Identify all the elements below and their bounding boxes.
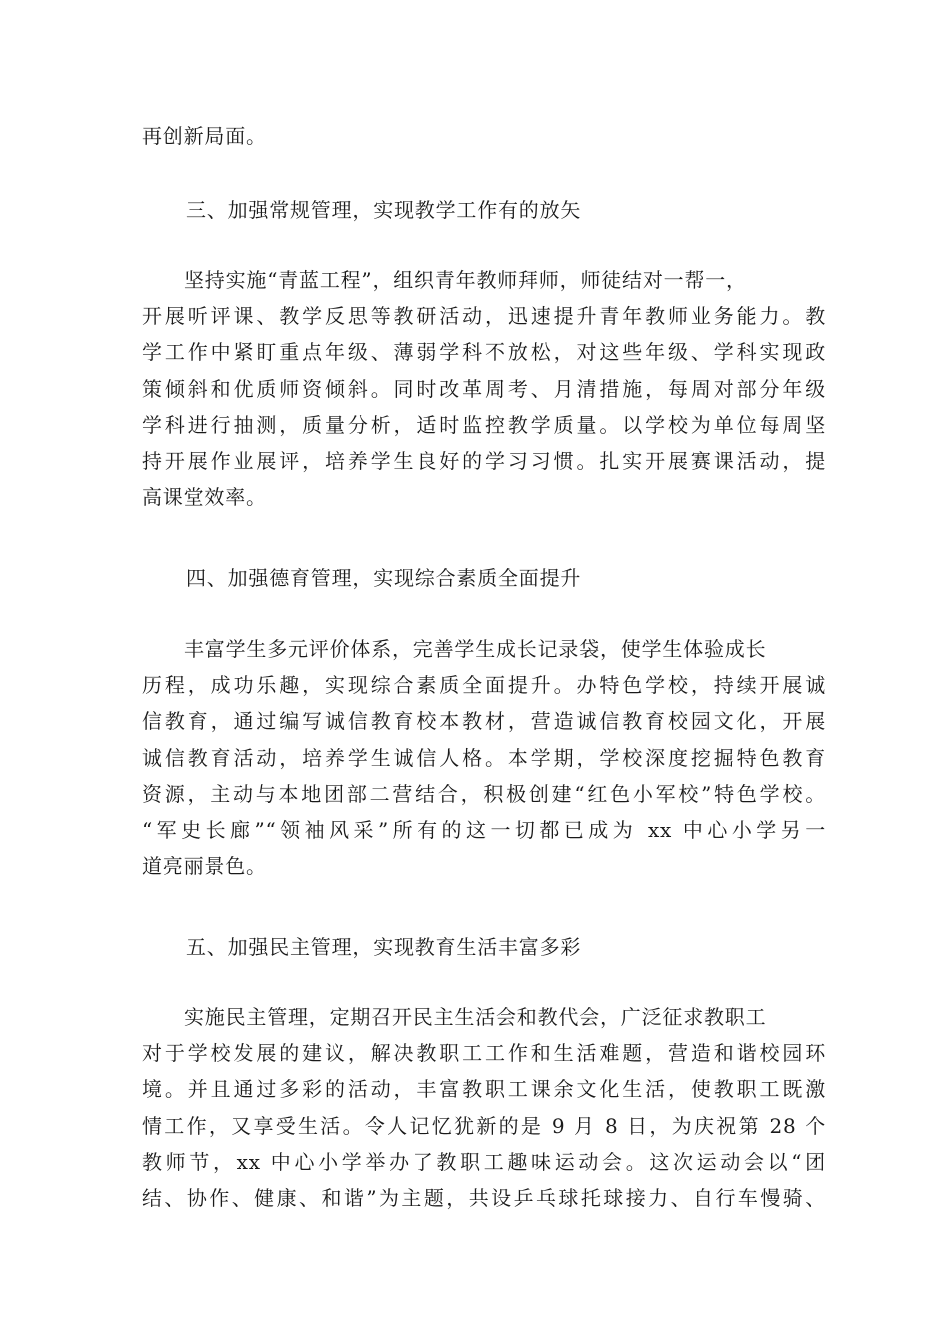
text-line: 对于学校发展的建议，解决教职工工作和生活难题，营造和谐校园环: [142, 1041, 826, 1066]
text-line: 学工作中紧盯重点年级、薄弱学科不放松，对这些年级、学科实现政: [142, 340, 826, 365]
text-line: 诚信教育活动，培养学生诚信人格。本学期，学校深度挖掘特色教育: [142, 745, 826, 770]
paragraph-continuation: [142, 118, 826, 154]
text-line: “军史长廊”“领袖风采”所有的这一切都已成为 xx 中心小学另一: [142, 818, 826, 843]
text-line: 信教育，通过编写诚信教育校本教材，营造诚信教育校园文化，开展: [142, 709, 826, 734]
text-line: 境。并且通过多彩的活动，丰富教职工课余文化生活，使教职工既激: [142, 1077, 826, 1102]
text-line: 坚持实施“青蓝工程”，组织青年教师拜师，师徒结对一帮一，: [184, 268, 747, 292]
text-line: 高课堂效率。: [142, 485, 267, 510]
text-line: 再创新局面。: [142, 124, 267, 148]
text-line: 道亮丽景色。: [142, 854, 267, 879]
text-line: 丰富学生多元评价体系，完善学生成长记录袋，使学生体验成长: [184, 637, 767, 661]
section-heading-4: 四、加强德育管理，实现综合素质全面提升: [186, 566, 582, 590]
text-line: 教师节，xx 中心小学举办了教职工趣味运动会。这次运动会以“团: [142, 1149, 826, 1174]
text-line: 情工作，又享受生活。令人记忆犹新的是 9 月 8 日，为庆祝第 28 个: [142, 1113, 826, 1138]
text-line: 资源，主动与本地团部二营结合，积极创建“红色小军校”特色学校。: [142, 781, 826, 806]
section-paragraph-3: [142, 262, 826, 515]
text-line: 实施民主管理，定期召开民主生活会和教代会，广泛征求教职工: [184, 1005, 767, 1029]
text-line: 策倾斜和优质师资倾斜。同时改革周考、月清措施，每周对部分年级: [142, 376, 826, 401]
text-line: 学科进行抽测，质量分析，适时监控教学质量。以学校为单位每周坚: [142, 412, 826, 437]
text-line: 开展听评课、教学反思等教研活动，迅速提升青年教师业务能力。教: [142, 304, 826, 329]
section-paragraph-5: [142, 999, 826, 1216]
section-paragraph-4: [142, 631, 826, 884]
text-line: 结、协作、健康、和谐”为主题，共设乒乓球托球接力、自行车慢骑、: [142, 1186, 826, 1211]
section-heading-3: 三、加强常规管理，实现教学工作有的放矢: [186, 198, 582, 222]
section-heading-5: 五、加强民主管理，实现教育生活丰富多彩: [186, 935, 582, 959]
text-line: 历程，成功乐趣，实现综合素质全面提升。办特色学校，持续开展诚: [142, 673, 826, 698]
text-line: 持开展作业展评，培养学生良好的学习习惯。扎实开展赛课活动，提: [142, 449, 826, 474]
